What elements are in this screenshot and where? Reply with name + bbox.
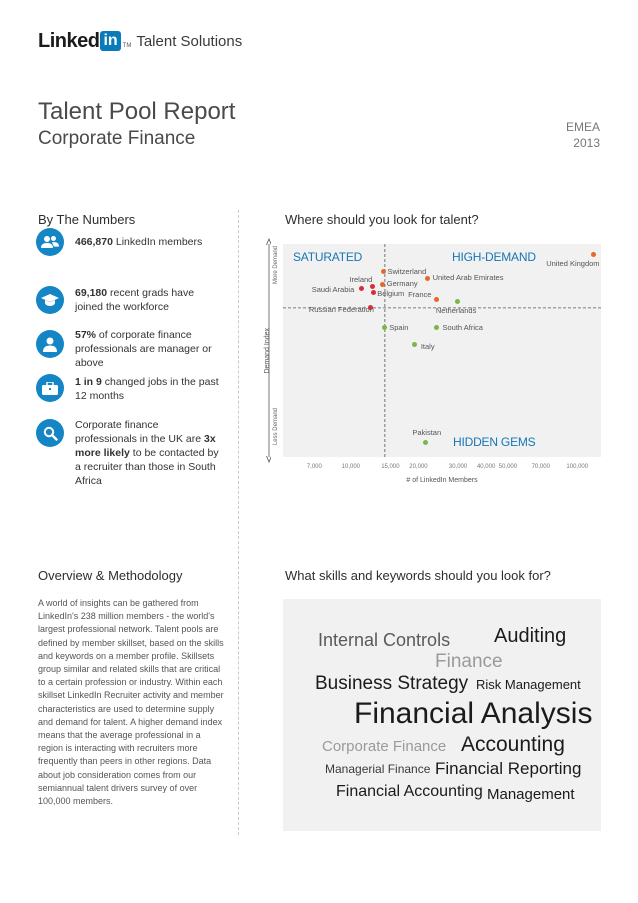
label-saudi-arabia: Saudi Arabia (311, 284, 355, 294)
stat-recruiter-text: to be contacted by a recruiter than those in South Africa (75, 447, 219, 487)
skill-risk-management: Risk Management (476, 677, 581, 692)
x-tick-label: 10,000 (341, 464, 360, 470)
point-united-arab-emirates (425, 276, 430, 281)
label-spain: Spain (389, 323, 409, 333)
stat-job-change-value: 1 in 9 (75, 376, 102, 388)
skill-business-strategy: Business Strategy (315, 673, 469, 694)
label-switzerland: Switzerland (387, 266, 427, 276)
briefcase-icon (36, 374, 64, 402)
stat-members-value: 466,870 (75, 236, 113, 248)
quadrant-saturated: SATURATED (293, 250, 363, 264)
x-tick-label: 20,000 (409, 464, 428, 470)
x-axis-label: # of LinkedIn Members (406, 477, 478, 484)
label-united-arab-emirates: United Arab Emirates (432, 273, 504, 283)
point-spain (382, 325, 387, 330)
logo-word: Linked (38, 29, 100, 52)
stat-managers-text: of corporate finance professionals are manager or above (75, 329, 212, 369)
product-name: Talent Solutions (136, 32, 243, 50)
y-more-demand-wrap (273, 246, 281, 306)
stat-job-change-text: changed jobs in the past 12 months (75, 376, 219, 402)
x-tick-label: 70,000 (531, 464, 550, 470)
x-tick-label: 100,000 (566, 464, 589, 470)
label-ireland: Ireland (349, 274, 373, 284)
stat-recruiter (75, 418, 223, 488)
label-united-kingdom: United Kingdom (546, 258, 600, 268)
label-italy: Italy (420, 342, 435, 352)
skill-financial-reporting: Financial Reporting (435, 759, 582, 778)
stat-recruiter-pre: Corporate finance professionals in the UK are (75, 419, 204, 445)
skill-accounting: Accounting (461, 733, 565, 756)
y-axis-label: Demand Index (264, 328, 271, 374)
skill-managerial-finance: Managerial Finance (325, 762, 431, 776)
skill-financial-accounting: Financial Accounting (336, 783, 483, 800)
skill-financial-analysis: Financial Analysis (354, 697, 593, 730)
stat-members (75, 235, 223, 249)
person-icon (36, 330, 64, 358)
linkedin-logo (38, 30, 242, 52)
y-more-demand: More Demand (273, 246, 279, 285)
stat-managers (75, 328, 223, 370)
label-germany: Germany (386, 279, 418, 289)
point-south-africa (434, 325, 439, 330)
point-pakistan (423, 440, 428, 445)
stat-grads (75, 286, 223, 314)
point-united-kingdom (591, 252, 596, 257)
label-south-africa: South Africa (442, 323, 483, 333)
talent-chart-heading: Where should you look for talent? (285, 212, 479, 227)
region-label: EMEA (565, 120, 600, 134)
stat-grads-value: 69,180 (75, 287, 108, 299)
people-icon (36, 228, 64, 256)
point-france (434, 297, 439, 302)
stat-recruiter-value: 3x more likely (75, 433, 216, 459)
graduation-cap-icon (36, 286, 64, 314)
report-subtitle: Corporate Finance (38, 128, 196, 149)
skill-corporate-finance: Corporate Finance (322, 738, 447, 755)
column-divider (238, 210, 239, 835)
skill-internal-controls: Internal Controls (318, 630, 451, 650)
quadrant-high-demand: HIGH-DEMAND (452, 250, 536, 264)
report-title: Talent Pool Report (38, 98, 236, 125)
skill-auditing: Auditing (494, 625, 567, 647)
stat-members-text: LinkedIn members (112, 236, 203, 248)
x-tick-label: 7,000 (306, 464, 322, 470)
search-icon (36, 419, 64, 447)
overview-body: A world of insights can be gathered from LinkedIn's 238 million members - the world's largest professional network. Talent pools are defined by member skillset, based on the skills and keywords on a member profile. Skillsets group similar and related skills that are critical to a certain profession or industry. Within each skillset LinkedIn Recruiter activity and member characteristics are used to determine supply and demand for talent. A higher demand index means that the average professional in a region is interacting with recruiters more frequently than peers in other regions. Data about job consideration comes from our semiannual talent drivers survey of over 100,000 members. (38, 598, 224, 807)
x-tick-label: 40,000 (476, 464, 496, 470)
y-less-demand: Less Demand (273, 408, 279, 446)
label-russian-federation: Russian Federation (308, 304, 374, 314)
stat-managers-value: 57% (75, 329, 97, 341)
label-pakistan: Pakistan (412, 428, 442, 438)
stat-job-change (75, 375, 223, 403)
stat-grads-text: recent grads have joined the workforce (75, 287, 195, 313)
x-axis-ticks (283, 464, 601, 474)
label-belgium: Belgium (377, 288, 405, 298)
year-label: 2013 (573, 136, 600, 150)
label-netherlands: Netherlands (435, 305, 477, 315)
x-tick-label: 50,000 (498, 464, 518, 470)
point-italy (412, 342, 417, 347)
label-france: France (408, 290, 432, 300)
x-tick-label: 15,000 (381, 464, 400, 470)
skill-finance: Finance (435, 651, 503, 672)
overview-heading: Overview & Methodology (38, 568, 183, 583)
point-ireland (370, 284, 375, 289)
x-tick-label: 30,000 (448, 464, 468, 470)
skill-management: Management (487, 786, 575, 803)
quadrant-hidden-gems: HIDDEN GEMS (453, 435, 536, 449)
skills-heading: What skills and keywords should you look for? (285, 568, 551, 583)
logo-trademark: TM (122, 43, 132, 49)
logo-in-box: in (100, 31, 120, 51)
by-numbers-heading: By The Numbers (38, 212, 136, 227)
